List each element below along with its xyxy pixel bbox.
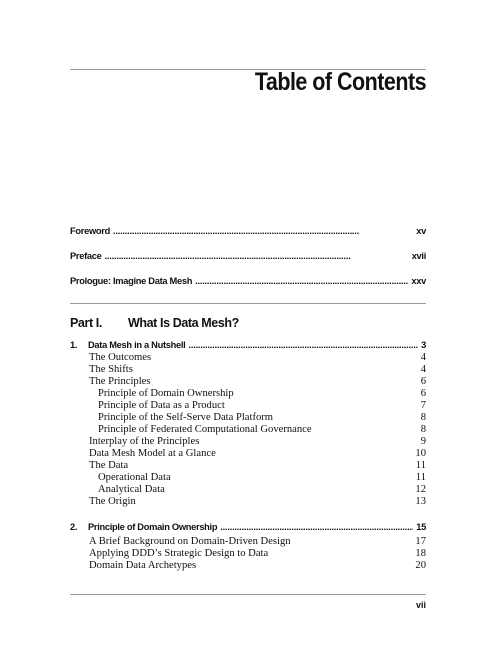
chapter-1-entry[interactable] — [70, 340, 426, 350]
toc-entry-page: 17 — [415, 536, 426, 547]
part-heading[interactable] — [70, 316, 239, 330]
toc-entry-page: 4 — [420, 352, 426, 363]
toc-entry-page: 7 — [420, 400, 426, 411]
toc-entry-label: Analytical Data — [98, 484, 165, 495]
dot-leader — [195, 276, 408, 286]
toc-entry-label: Principle of Domain Ownership — [98, 388, 234, 399]
toc-entry-label: The Origin — [89, 496, 136, 507]
page-title: Table of Contents — [254, 68, 426, 96]
toc-entry-page: xvii — [411, 251, 426, 261]
toc-subentry[interactable] — [98, 472, 426, 483]
dot-leader — [113, 226, 413, 236]
footer-rule — [70, 594, 426, 595]
toc-entry-page: 12 — [415, 484, 426, 495]
toc-entry-label: The Outcomes — [89, 352, 152, 363]
chapter-page: 3 — [421, 340, 426, 350]
toc-entry-page: 6 — [420, 388, 426, 399]
toc-subentry[interactable] — [89, 448, 426, 459]
chapter-number: 1. — [70, 340, 78, 350]
toc-entry-page: 8 — [420, 412, 426, 423]
chapter-title: Data Mesh in a Nutshell — [88, 340, 186, 350]
toc-entry-label: Interplay of the Principles — [89, 436, 200, 447]
toc-subentry[interactable] — [89, 436, 426, 447]
toc-subentry[interactable] — [98, 412, 426, 423]
toc-entry-label: Domain Data Archetypes — [89, 560, 197, 571]
dot-leader — [188, 340, 418, 350]
part-number: Part I. — [70, 316, 102, 330]
toc-entry-label: Preface — [70, 251, 102, 261]
toc-subentry[interactable] — [89, 352, 426, 363]
toc-subentry[interactable] — [89, 560, 426, 571]
toc-subentry[interactable] — [98, 388, 426, 399]
toc-entry-label: Principle of Federated Computational Governance — [98, 424, 312, 435]
chapter-2-entry[interactable] — [70, 522, 426, 532]
chapter-number: 2. — [70, 522, 78, 532]
toc-entry-label: Data Mesh Model at a Glance — [89, 448, 216, 459]
toc-entry-page: 9 — [420, 436, 426, 447]
toc-entry-page: 18 — [415, 548, 426, 559]
toc-entry-foreword[interactable] — [70, 226, 426, 236]
toc-entry-label: Principle of the Self-Serve Data Platform — [98, 412, 274, 423]
toc-entry-page: xv — [416, 226, 426, 236]
dot-leader — [220, 522, 413, 532]
toc-entry-preface[interactable] — [70, 251, 426, 261]
toc-entry-page: 20 — [415, 560, 426, 571]
part-title: What Is Data Mesh? — [128, 316, 239, 330]
toc-entry-label: Operational Data — [98, 472, 171, 483]
toc-subentry[interactable] — [89, 496, 426, 507]
toc-entry-page: 11 — [415, 472, 426, 483]
toc-entry-label: The Shifts — [89, 364, 133, 375]
toc-entry-label: Prologue: Imagine Data Mesh — [70, 276, 193, 286]
section-rule — [70, 303, 426, 304]
toc-entry-label: Applying DDD’s Strategic Design to Data — [89, 548, 269, 559]
toc-entry-page: 8 — [420, 424, 426, 435]
toc-entry-page: 4 — [420, 364, 426, 375]
toc-entry-label: The Data — [89, 460, 129, 471]
chapter-title: Principle of Domain Ownership — [88, 522, 218, 532]
toc-entry-page: 10 — [415, 448, 426, 459]
toc-subentry[interactable] — [89, 536, 426, 547]
toc-subentry[interactable] — [98, 424, 426, 435]
toc-entry-page: 13 — [415, 496, 426, 507]
toc-subentry[interactable] — [98, 484, 426, 495]
toc-entry-label: The Principles — [89, 376, 151, 387]
toc-subentry[interactable] — [89, 376, 426, 387]
toc-entry-page: xxv — [411, 276, 426, 286]
toc-subentry[interactable] — [98, 400, 426, 411]
toc-subentry[interactable] — [89, 460, 426, 471]
toc-entry-label: A Brief Background on Domain-Driven Design — [89, 536, 291, 547]
footer-page-number: vii — [415, 600, 426, 610]
toc-subentry[interactable] — [89, 364, 426, 375]
dot-leader — [105, 251, 409, 261]
toc-subentry[interactable] — [89, 548, 426, 559]
toc-entry-page: 11 — [415, 460, 426, 471]
toc-entry-prologue[interactable] — [70, 276, 426, 286]
toc-entry-page: 6 — [420, 376, 426, 387]
chapter-page: 15 — [416, 522, 426, 532]
toc-entry-label: Foreword — [70, 226, 110, 236]
toc-entry-label: Principle of Data as a Product — [98, 400, 225, 411]
